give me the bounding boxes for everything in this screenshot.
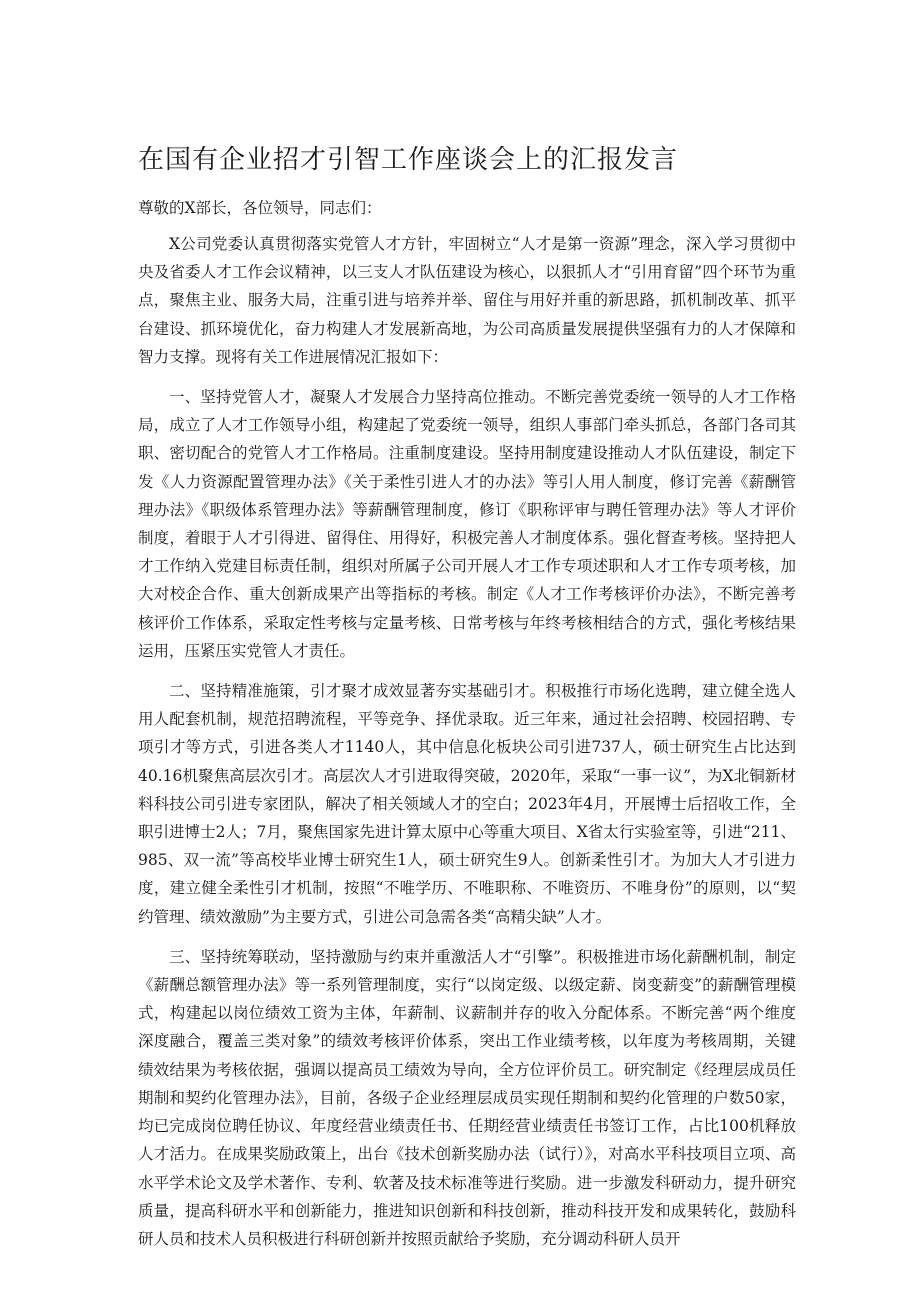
paragraph-section-3: 三、坚持统筹联动，坚持激励与约束并重激活人才“引擎”。积极推进市场化薪酬机制，制定《薪酬总额管理办法》等一系列管理制度，实行“以岗定级、以级定薪、岗变薪变”的薪酬管理模式，构建起以岗位绩效工资为主体，年薪制、议薪制并存的收入分配体系。不断完善“两个维度深度融合，覆盖三类对象”的绩效考核评价体系，突出工作业绩考核，以年度为考核周期，关键绩效结果为考核依据，强调以提高员工绩效为导向，全方位评价员工。研究制定《经理层成员任期制和契约化管理办法》，目前，各级子企业经理层成员实现任期制和契约化管理的户数50家，均已完成岗位聘任协议、年度经营业绩责任书、任期经营业绩责任书签订工作，占比100机释放人才活力。在成果奖励政策上，出台《技术创新奖励办法（试行）》，对高水平科技项目立项、高水平学术论文及学术著作、专利、软著及技术标准等进行奖励。进一步激发科研动力，提升研究质量，提高科研水平和创新能力，推进知识创新和科技创新，推动科技开发和成果转化，鼓励科研人员和技术人员积极进行科研创新并按照贡献给予奖励，充分调动科研人员开 — [138, 947, 796, 1248]
paragraph-section-1: 一、坚持党管人才，凝聚人才发展合力坚持高位推动。不断完善党委统一领导的人才工作格局，成立了人才工作领导小组，构建起了党委统一领导，组织人事部门牵头抓总，各部门各司其职、密切配合的党管人才工作格局。注重制度建设。坚持用制度建设推动人才队伍建设，制定下发《人力资源配置管理办法》《关于柔性引进人才的办法》等引人用人制度，修订完善《薪酬管理办法》《职级体系管理办法》等薪酬管理制度，修订《职称评审与聘任管理办法》等人才评价制度，着眼于人才引得进、留得住、用得好，积极完善人才制度体系。强化督查考核。坚持把人才工作纳入党建目标责任制，组织对所属子公司开展人才工作专项述职和人才工作专项考核，加大对校企合作、重大创新成果产出等指标的考核。制定《人才工作考核评价办法》，不断完善考核评价工作体系，采取定性考核与定量考核、日常考核与年终考核相结合的方式，强化考核结果运用，压紧压实党管人才责任。 — [138, 388, 796, 660]
paragraph-section-2: 二、坚持精准施策，引才聚才成效显著夯实基础引才。积极推行市场化选聘，建立健全选人用人配套机制，规范招聘流程，平等竞争、择优录取。近三年来，通过社会招聘、校园招聘、专项引才等方式，引进各类人才1140人，其中信息化板块公司引进737人，硕士研究生占比达到40.16机聚焦高层次引才。高层次人才引进取得突破，2020年，采取“一事一议”，为X北铜新材料科技公司引进专家团队，解决了相关领域人才的空白；2023年4月，开展博士后招收工作，全职引进博士2人；7月，聚焦国家先进计算太原中心等重大项目、X省太行实验室等，引进“211、985、双一流”等高校毕业博士研究生1人，硕士研究生9人。创新柔性引才。为加大人才引进力度，建立健全柔性引才机制，按照“不唯学历、不唯职称、不唯资历、不唯身份”的原则，以“契约管理、绩效激励”为主要方式，引进公司急需各类“高精尖缺”人才。 — [138, 682, 796, 926]
salutation: 尊敬的X部长，各位领导，同志们： — [138, 199, 382, 217]
paragraph-intro: X公司党委认真贯彻落实党管人才方针，牢固树立“人才是第一资源”理念，深入学习贯彻中央及省委人才工作会议精神，以三支人才队伍建设为核心，以狠抓人才“引用育留”四个环节为重点，聚焦主业、服务大局，注重引进与培养并举、留住与用好并重的新思路，抓机制改革、抓平台建设、抓环境优化，奋力构建人才发展新高地，为公司高质量发展提供坚强有力的人才保障和智力支撑。现将有关工作进展情况汇报如下： — [138, 235, 796, 366]
document-page — [138, 140, 796, 1265]
document-title: 在国有企业招才引智工作座谈会上的汇报发言 — [138, 145, 679, 175]
